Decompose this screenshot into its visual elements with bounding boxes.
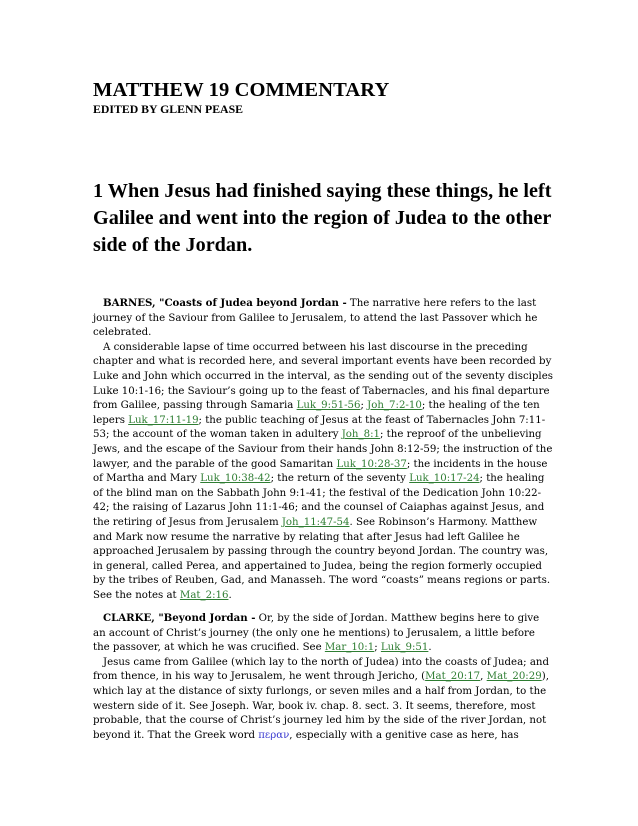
scripture-link[interactable]: Joh_8:1: [341, 429, 380, 441]
barnes-lead: BARNES, "Coasts of Judea beyond Jordan -: [103, 297, 347, 309]
scripture-link[interactable]: Joh_7:2-10: [367, 400, 422, 412]
scripture-link[interactable]: Mar_10:1: [324, 642, 375, 654]
scripture-link[interactable]: Luk_10:17-24: [409, 473, 480, 485]
clarke-commentary: [93, 611, 553, 743]
clarke-paragraph-1: CLARKE, "Beyond Jordan - Or, by the side of Jordan. Matthew begins here to give an account of Christ’s journey (the only one he mentions) to Jerusalem, a little before the passover, at which he was crucified. See Mar_10:1; Luk_9:51.: [93, 612, 540, 654]
clarke-lead: CLARKE, "Beyond Jordan -: [103, 612, 256, 624]
barnes-commentary: [93, 296, 553, 603]
scripture-link[interactable]: Luk_9:51-56: [296, 400, 361, 412]
scripture-link[interactable]: Luk_10:28-37: [336, 458, 407, 470]
barnes-paragraph-1: BARNES, "Coasts of Judea beyond Jordan - The narrative here refers to the last journey of the Saviour from Galilee to Jerusalem, to attend the last Passover which he celebrated.: [93, 297, 538, 339]
clarke-paragraph-2: Jesus came from Galilee (which lay to the north of Judea) into the coasts of Judea; and from thence, in his way to Jerusalem, he went through Jericho, (Mat_20:17, Mat_20:29), which lay at the distance of sixty furlongs, or seven miles and a half from Jordan, to the western side of it. See Joseph. War, book iv. chap. 8. sect. 3. It seems, therefore, most probable, that the course of Christ’s journey led him by the side of the river Jordan, not beyond it. That the Greek word περαν, especially with a genitive case as here, has: [93, 656, 549, 741]
scripture-link[interactable]: Mat_20:29: [486, 671, 542, 683]
barnes-paragraph-2: A considerable lapse of time occurred between his last discourse in the preceding chapter and what is recorded here, and several important events have been recorded by Luke and John which occurred in the interval, as the sending out of the seventy disciples Luke 10:1-16; the Saviour’s going up to the feast of Tabernacles, and his final departure from Galilee, passing through Samaria Luk_9:51-56; Joh_7:2-10; the healing of the ten lepers Luk_17:11-19; the public teaching of Jesus at the feast of Tabernacles John 7:11-53; the account of the woman taken in adultery Joh_8:1; the reproof of the unbelieving Jews, and the escape of the Saviour from their hands John 8:12-59; the instruction of the lawyer, and the parable of the good Samaritan Luk_10:28-37; the incidents in the house of Martha and Mary Luk_10:38-42; the return of the seventy Luk_10:17-24; the healing of the blind man on the Sabbath John 9:1-41; the festival of the Dedication John 10:22-42; the raising of Lazarus John 11:1-46; and the counsel of Caiaphas against Jesus, and the retiring of Jesus from Jerusalem Joh_11:47-54. See Robinson’s Harmony. Matthew and Mark now resume the narrative by relating that after Jesus had left Galilee he approached Jerusalem by passing through the country beyond Jordan. The country was, in general, called Perea, and appertained to Judea, being the region formerly occupied by the tribes of Reuben, Gad, and Manasseh. The word “coasts” means regions or parts. See the notes at Mat_2:16.: [93, 341, 553, 601]
verse-heading: 1 When Jesus had finished saying these things, he left Galilee and went into the region of Judea to the other side of the Jordan.: [93, 180, 552, 256]
scripture-link[interactable]: Luk_9:51: [380, 642, 429, 654]
scripture-link[interactable]: Luk_10:38-42: [200, 473, 271, 485]
greek-word: περαν: [258, 729, 290, 741]
scripture-link[interactable]: Mat_2:16: [179, 589, 229, 601]
page-title: MATTHEW 19 COMMENTARY: [93, 79, 390, 101]
page-subtitle: EDITED BY GLENN PEASE: [93, 102, 244, 116]
scripture-link[interactable]: Joh_11:47-54: [281, 516, 350, 528]
scripture-link[interactable]: Luk_17:11-19: [128, 414, 199, 426]
scripture-link[interactable]: Mat_20:17: [425, 671, 481, 683]
document-page: [93, 78, 553, 741]
